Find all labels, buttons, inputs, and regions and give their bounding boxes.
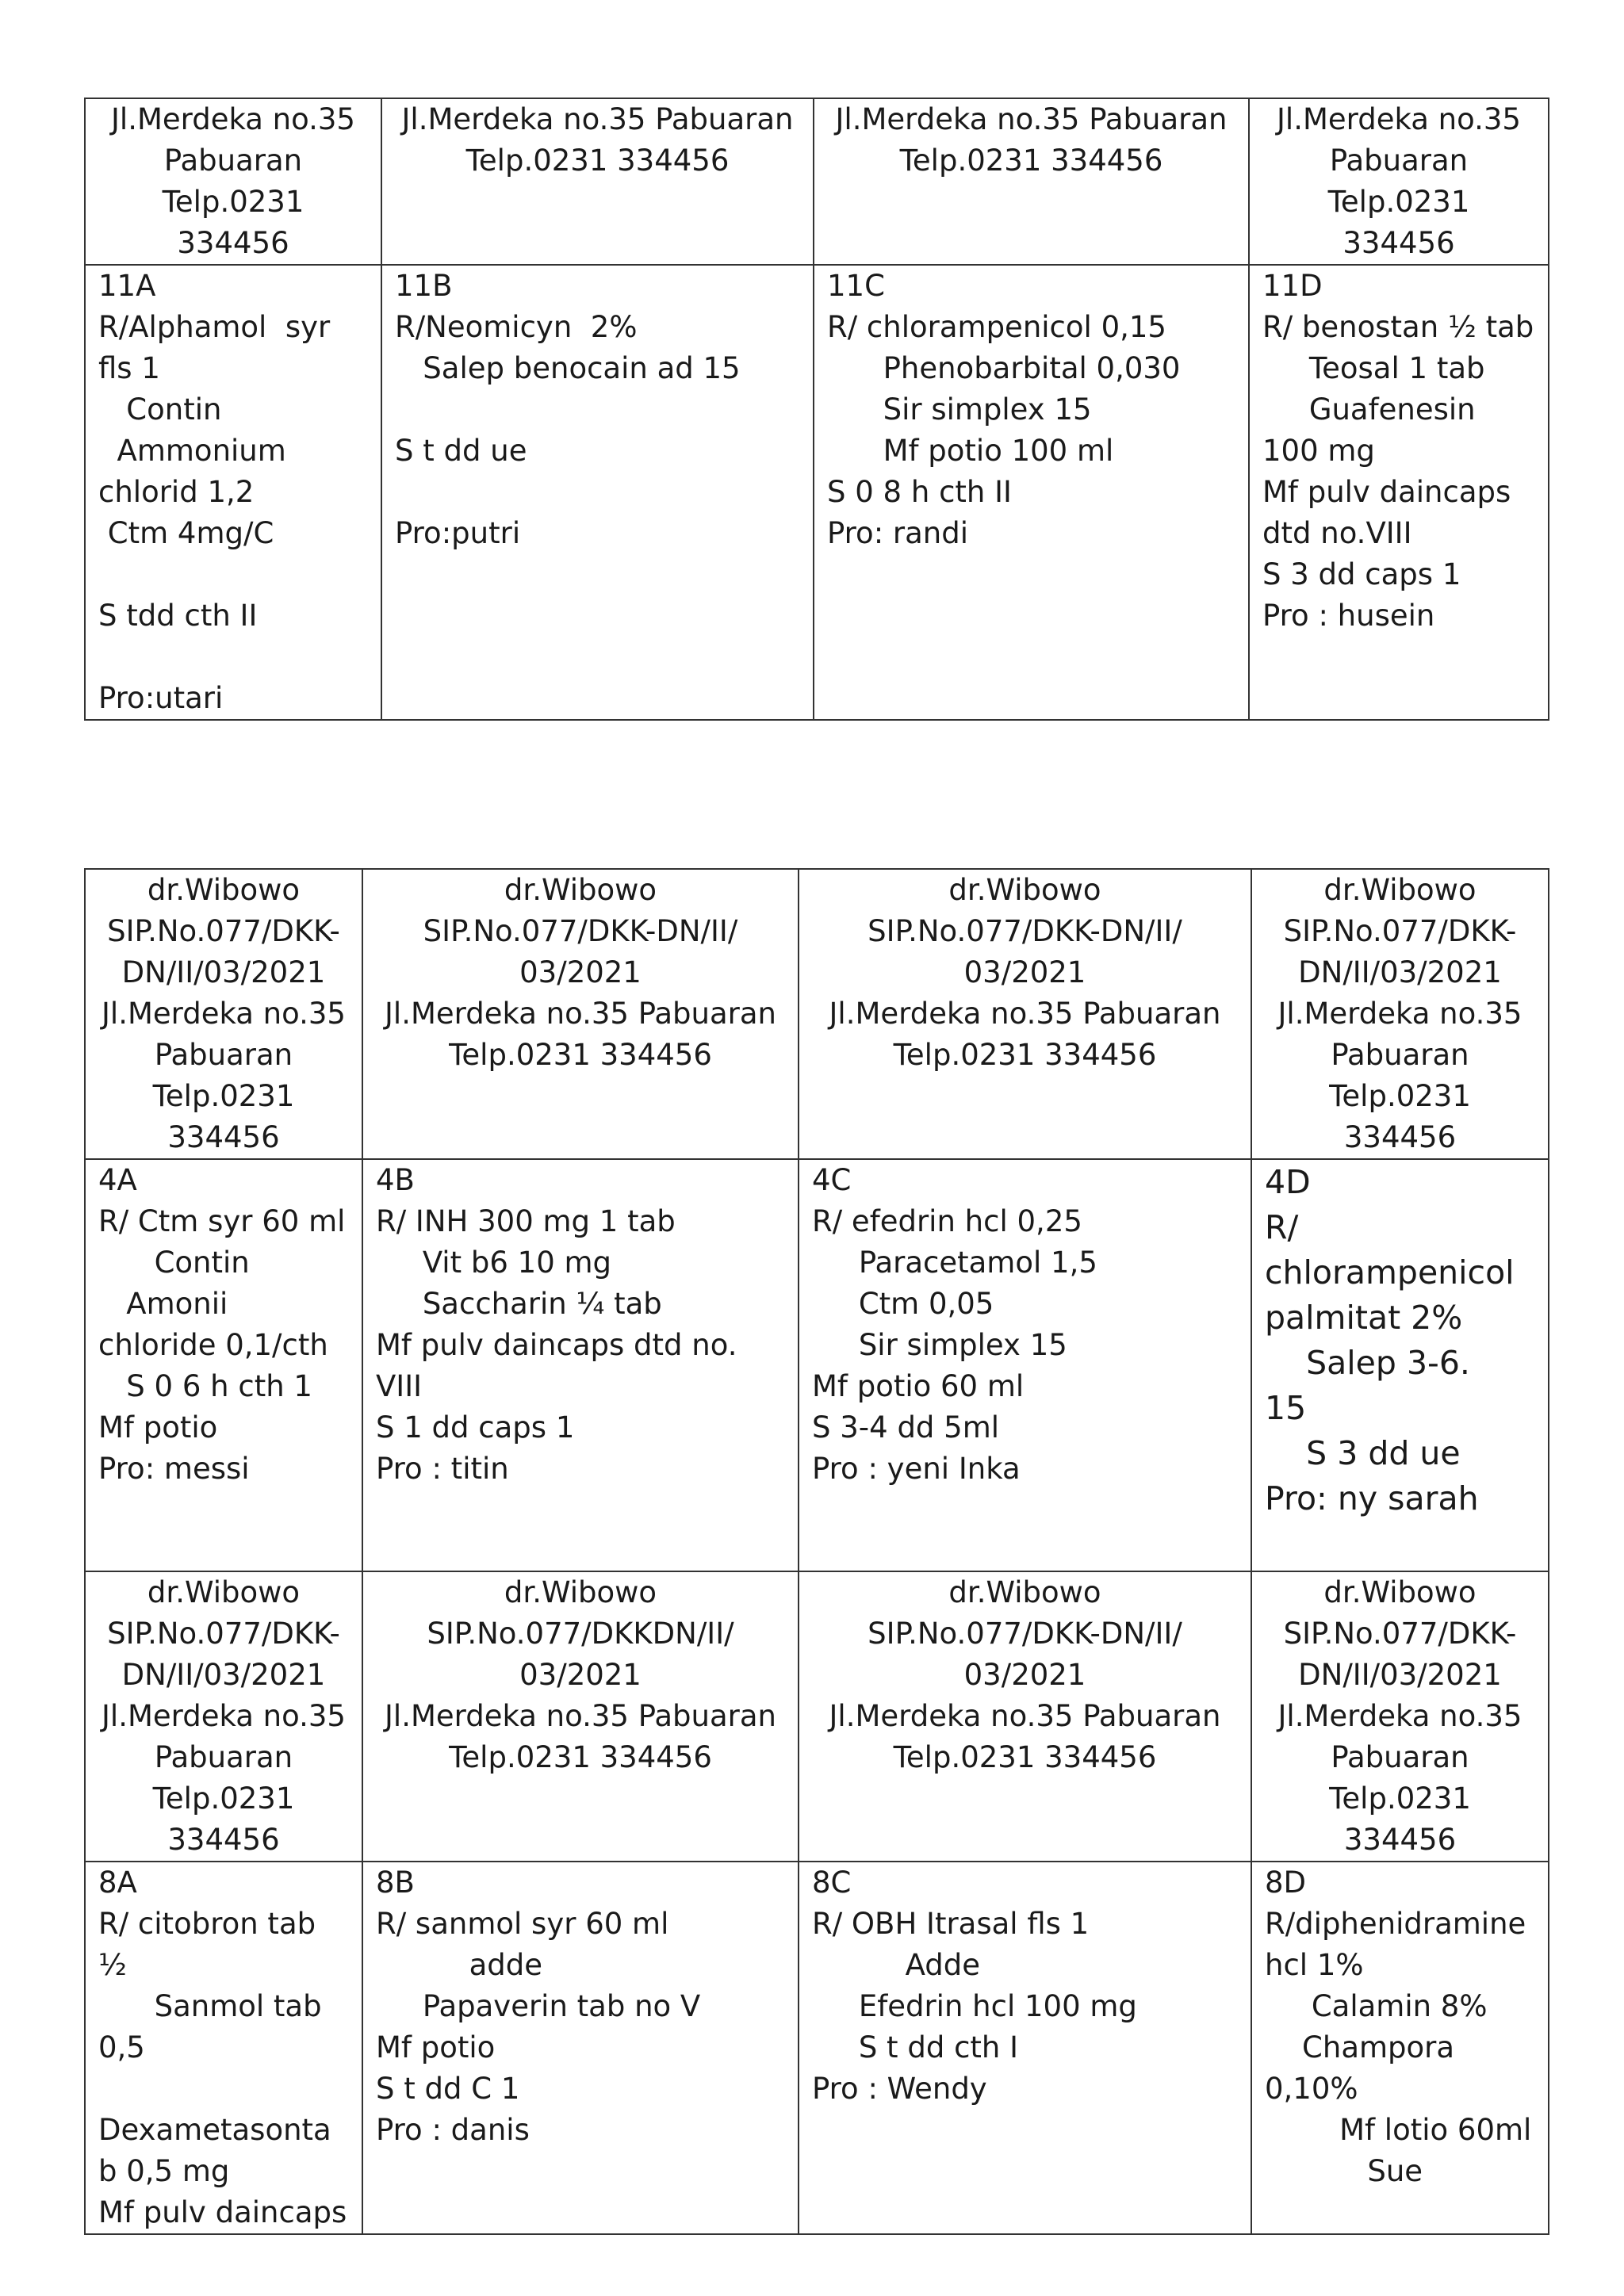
prescription-table-top bbox=[84, 98, 1549, 721]
prescription-cell-11a: 11A R/Alphamol syr fls 1 Contin Ammonium chlorid 1,2 Ctm 4mg/C S tdd cth II Pro:utari bbox=[85, 265, 381, 720]
prescription-cell-11b: 11B R/Neomicyn 2% Salep benocain ad 15 S t dd ue Pro:putri bbox=[381, 265, 814, 720]
header-cell: Jl.Merdeka no.35 Pabuaran Telp.0231 334456 bbox=[814, 98, 1249, 265]
doctor-header-cell: dr.Wibowo SIP.No.077/DKK-DN/II/03/2021 Jl.Merdeka no.35 Pabuaran Telp.0231 334456 bbox=[1251, 869, 1549, 1159]
header-cell: Jl.Merdeka no.35 Pabuaran Telp.0231 334456 bbox=[1249, 98, 1549, 265]
header-cell: Jl.Merdeka no.35 Pabuaran Telp.0231 334456 bbox=[85, 98, 381, 265]
doctor-header-row bbox=[85, 1571, 1549, 1862]
prescription-cell-8c: 8C R/ OBH Itrasal fls 1 Adde Efedrin hcl 100 mg S t dd cth I Pro : Wendy bbox=[799, 1862, 1251, 2234]
prescription-cell-8d: 8D R/diphenidramine hcl 1% Calamin 8% Champora 0,10% Mf lotio 60ml Sue bbox=[1251, 1862, 1549, 2234]
doctor-header-cell: dr.Wibowo SIP.No.077/DKK-DN/II/03/2021 Jl.Merdeka no.35 Pabuaran Telp.0231 334456 bbox=[1251, 1571, 1549, 1862]
prescription-row bbox=[85, 265, 1549, 720]
prescription-cell-8b: 8B R/ sanmol syr 60 ml adde Papaverin tab no V Mf potio S t dd C 1 Pro : danis bbox=[362, 1862, 799, 2234]
prescription-cell-4c: 4C R/ efedrin hcl 0,25 Paracetamol 1,5 Ctm 0,05 Sir simplex 15 Mf potio 60 ml S 3-4 dd 5ml Pro : yeni Inka bbox=[799, 1159, 1251, 1571]
doctor-header-cell: dr.Wibowo SIP.No.077/DKK-DN/II/03/2021 Jl.Merdeka no.35 Pabuaran Telp.0231 334456 bbox=[85, 1571, 362, 1862]
prescription-cell-4d: 4D R/ chlorampenicol palmitat 2% Salep 3-6. 15 S 3 dd ue Pro: ny sarah bbox=[1251, 1159, 1549, 1571]
doctor-header-cell: dr.Wibowo SIP.No.077/DKKDN/II/ 03/2021 Jl.Merdeka no.35 Pabuaran Telp.0231 334456 bbox=[362, 1571, 799, 1862]
prescription-cell-8a: 8A R/ citobron tab ½ Sanmol tab 0,5 Dexametasontab 0,5 mg Mf pulv daincaps bbox=[85, 1862, 362, 2234]
doctor-header-cell: dr.Wibowo SIP.No.077/DKK-DN/II/ 03/2021 Jl.Merdeka no.35 Pabuaran Telp.0231 334456 bbox=[362, 869, 799, 1159]
prescription-cell-4a: 4A R/ Ctm syr 60 ml Contin Amonii chloride 0,1/cth S 0 6 h cth 1 Mf potio Pro: messi bbox=[85, 1159, 362, 1571]
doctor-header-cell: dr.Wibowo SIP.No.077/DKK-DN/II/ 03/2021 Jl.Merdeka no.35 Pabuaran Telp.0231 334456 bbox=[799, 1571, 1251, 1862]
doctor-header-row bbox=[85, 869, 1549, 1159]
prescription-row bbox=[85, 1159, 1549, 1571]
header-cell: Jl.Merdeka no.35 Pabuaran Telp.0231 334456 bbox=[381, 98, 814, 265]
prescription-row bbox=[85, 1862, 1549, 2234]
prescription-cell-11c: 11C R/ chlorampenicol 0,15 Phenobarbital 0,030 Sir simplex 15 Mf potio 100 ml S 0 8 h cth II Pro: randi bbox=[814, 265, 1249, 720]
doctor-header-cell: dr.Wibowo SIP.No.077/DKK-DN/II/03/2021 Jl.Merdeka no.35 Pabuaran Telp.0231 334456 bbox=[85, 869, 362, 1159]
header-row bbox=[85, 98, 1549, 265]
doctor-header-cell: dr.Wibowo SIP.No.077/DKK-DN/II/ 03/2021 Jl.Merdeka no.35 Pabuaran Telp.0231 334456 bbox=[799, 869, 1251, 1159]
prescription-table-bottom bbox=[84, 868, 1549, 2235]
prescription-cell-4b: 4B R/ INH 300 mg 1 tab Vit b6 10 mg Saccharin ¼ tab Mf pulv daincaps dtd no. VIII S 1 dd caps 1 Pro : titin bbox=[362, 1159, 799, 1571]
prescription-cell-11d: 11D R/ benostan ½ tab Teosal 1 tab Guafenesin 100 mg Mf pulv daincaps dtd no.VIII S 3 dd caps 1 Pro : husein bbox=[1249, 265, 1549, 720]
